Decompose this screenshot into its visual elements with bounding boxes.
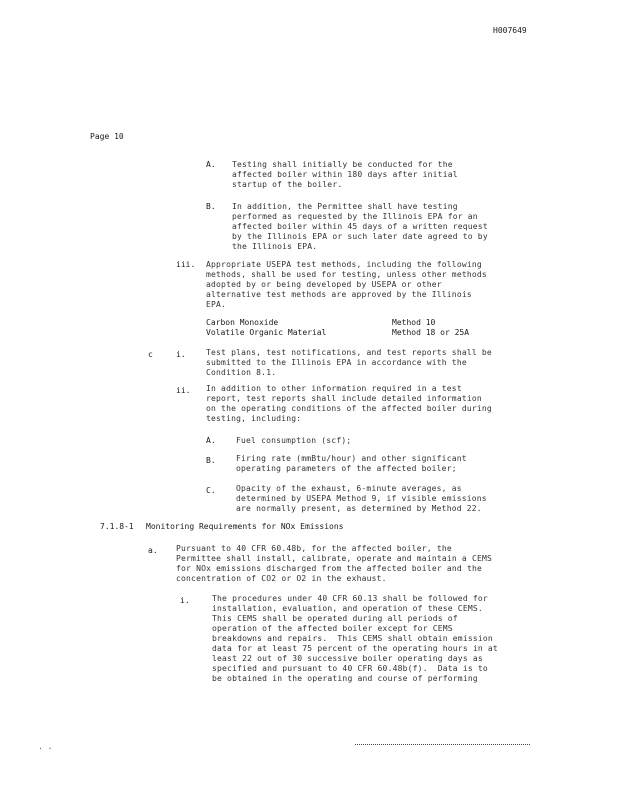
sub-item-text-A: Fuel consumption (scf); — [236, 436, 352, 445]
method-name-1: Volatile Organic Material — [206, 328, 327, 337]
method-value-1: Method 18 or 25A — [392, 328, 470, 337]
method-value-0: Method 10 — [392, 318, 436, 327]
item-marker-c-ii: ii. — [176, 386, 191, 395]
sub-item-text-C: Opacity of the exhaust, 6-minute averages, as determined by USEPA Method 9, if visible emissions are normally present, as determined by Method 22. — [236, 484, 487, 513]
item-marker-a: a. — [148, 546, 158, 555]
item-marker-a-i: i. — [180, 596, 190, 605]
item-text-c-i: Test plans, test notifications, and test reports shall be submitted to the Illinois EPA in accordance with the Condition 8.1. — [206, 348, 492, 377]
item-text-c-ii: In addition to other information required in a test report, test reports shall include detailed information on the operating conditions of the affected boiler during testing, including: — [206, 384, 492, 423]
sub-item-marker-C: C. — [206, 486, 216, 495]
item-marker-B: B. — [206, 202, 216, 211]
document-id: H007649 — [493, 26, 527, 35]
item-text-A: Testing shall initially be conducted for the affected boiler within 180 days after initial startup of the boiler. — [232, 160, 458, 189]
item-text-B: In addition, the Permittee shall have testing performed as requested by the Illinois EPA for an affected boiler within 45 days of a written request by the Illinois EPA or such later date agreed to by the Illinois EPA. — [232, 202, 488, 251]
sub-item-marker-B: B. — [206, 456, 216, 465]
section-number: 7.1.8-1 — [100, 522, 134, 531]
sub-item-text-B: Firing rate (mmBtu/hour) and other significant operating parameters of the affected boiler; — [236, 454, 467, 473]
section-title: Monitoring Requirements for NOx Emissions — [146, 522, 344, 531]
item-marker-A: A. — [206, 160, 216, 169]
scan-dotted-line — [355, 744, 530, 745]
item-marker-iii: iii. — [176, 260, 196, 269]
sub-item-marker-A: A. — [206, 436, 216, 445]
item-letter-c: c — [148, 350, 153, 359]
item-marker-c-i: i. — [176, 350, 186, 359]
item-text-iii: Appropriate USEPA test methods, including the following methods, shall be used for testing, unless other methods adopted by or being developed by USEPA or other alternative test methods are approved by the Illinois EPA. — [206, 260, 487, 309]
item-text-a: Pursuant to 40 CFR 60.48b, for the affected boiler, the Permittee shall install, calibrate, operate and maintain a CEMS for NOx emissions discharged from the affected boiler and the concentration of CO2 or O2 in the exhaust. — [176, 544, 493, 583]
page-label: Page 10 — [90, 132, 124, 141]
scan-mark: · · — [38, 744, 53, 753]
item-text-a-i: The procedures under 40 CFR 60.13 shall be followed for installation, evaluation, and operation of these CEMS. This CEMS shall be operated during all periods of operation of the affected boiler except for CEMS breakdowns and repairs. This CEMS shall obtain emission data for at least 75 percent of the operating hours in at least 22 out of 30 successive boiler operating days as specified and pursuant to 40 CFR 60.48b(f). Data is to be obtained in the operating and course of performing — [212, 594, 498, 683]
method-name-0: Carbon Monoxide — [206, 318, 279, 327]
